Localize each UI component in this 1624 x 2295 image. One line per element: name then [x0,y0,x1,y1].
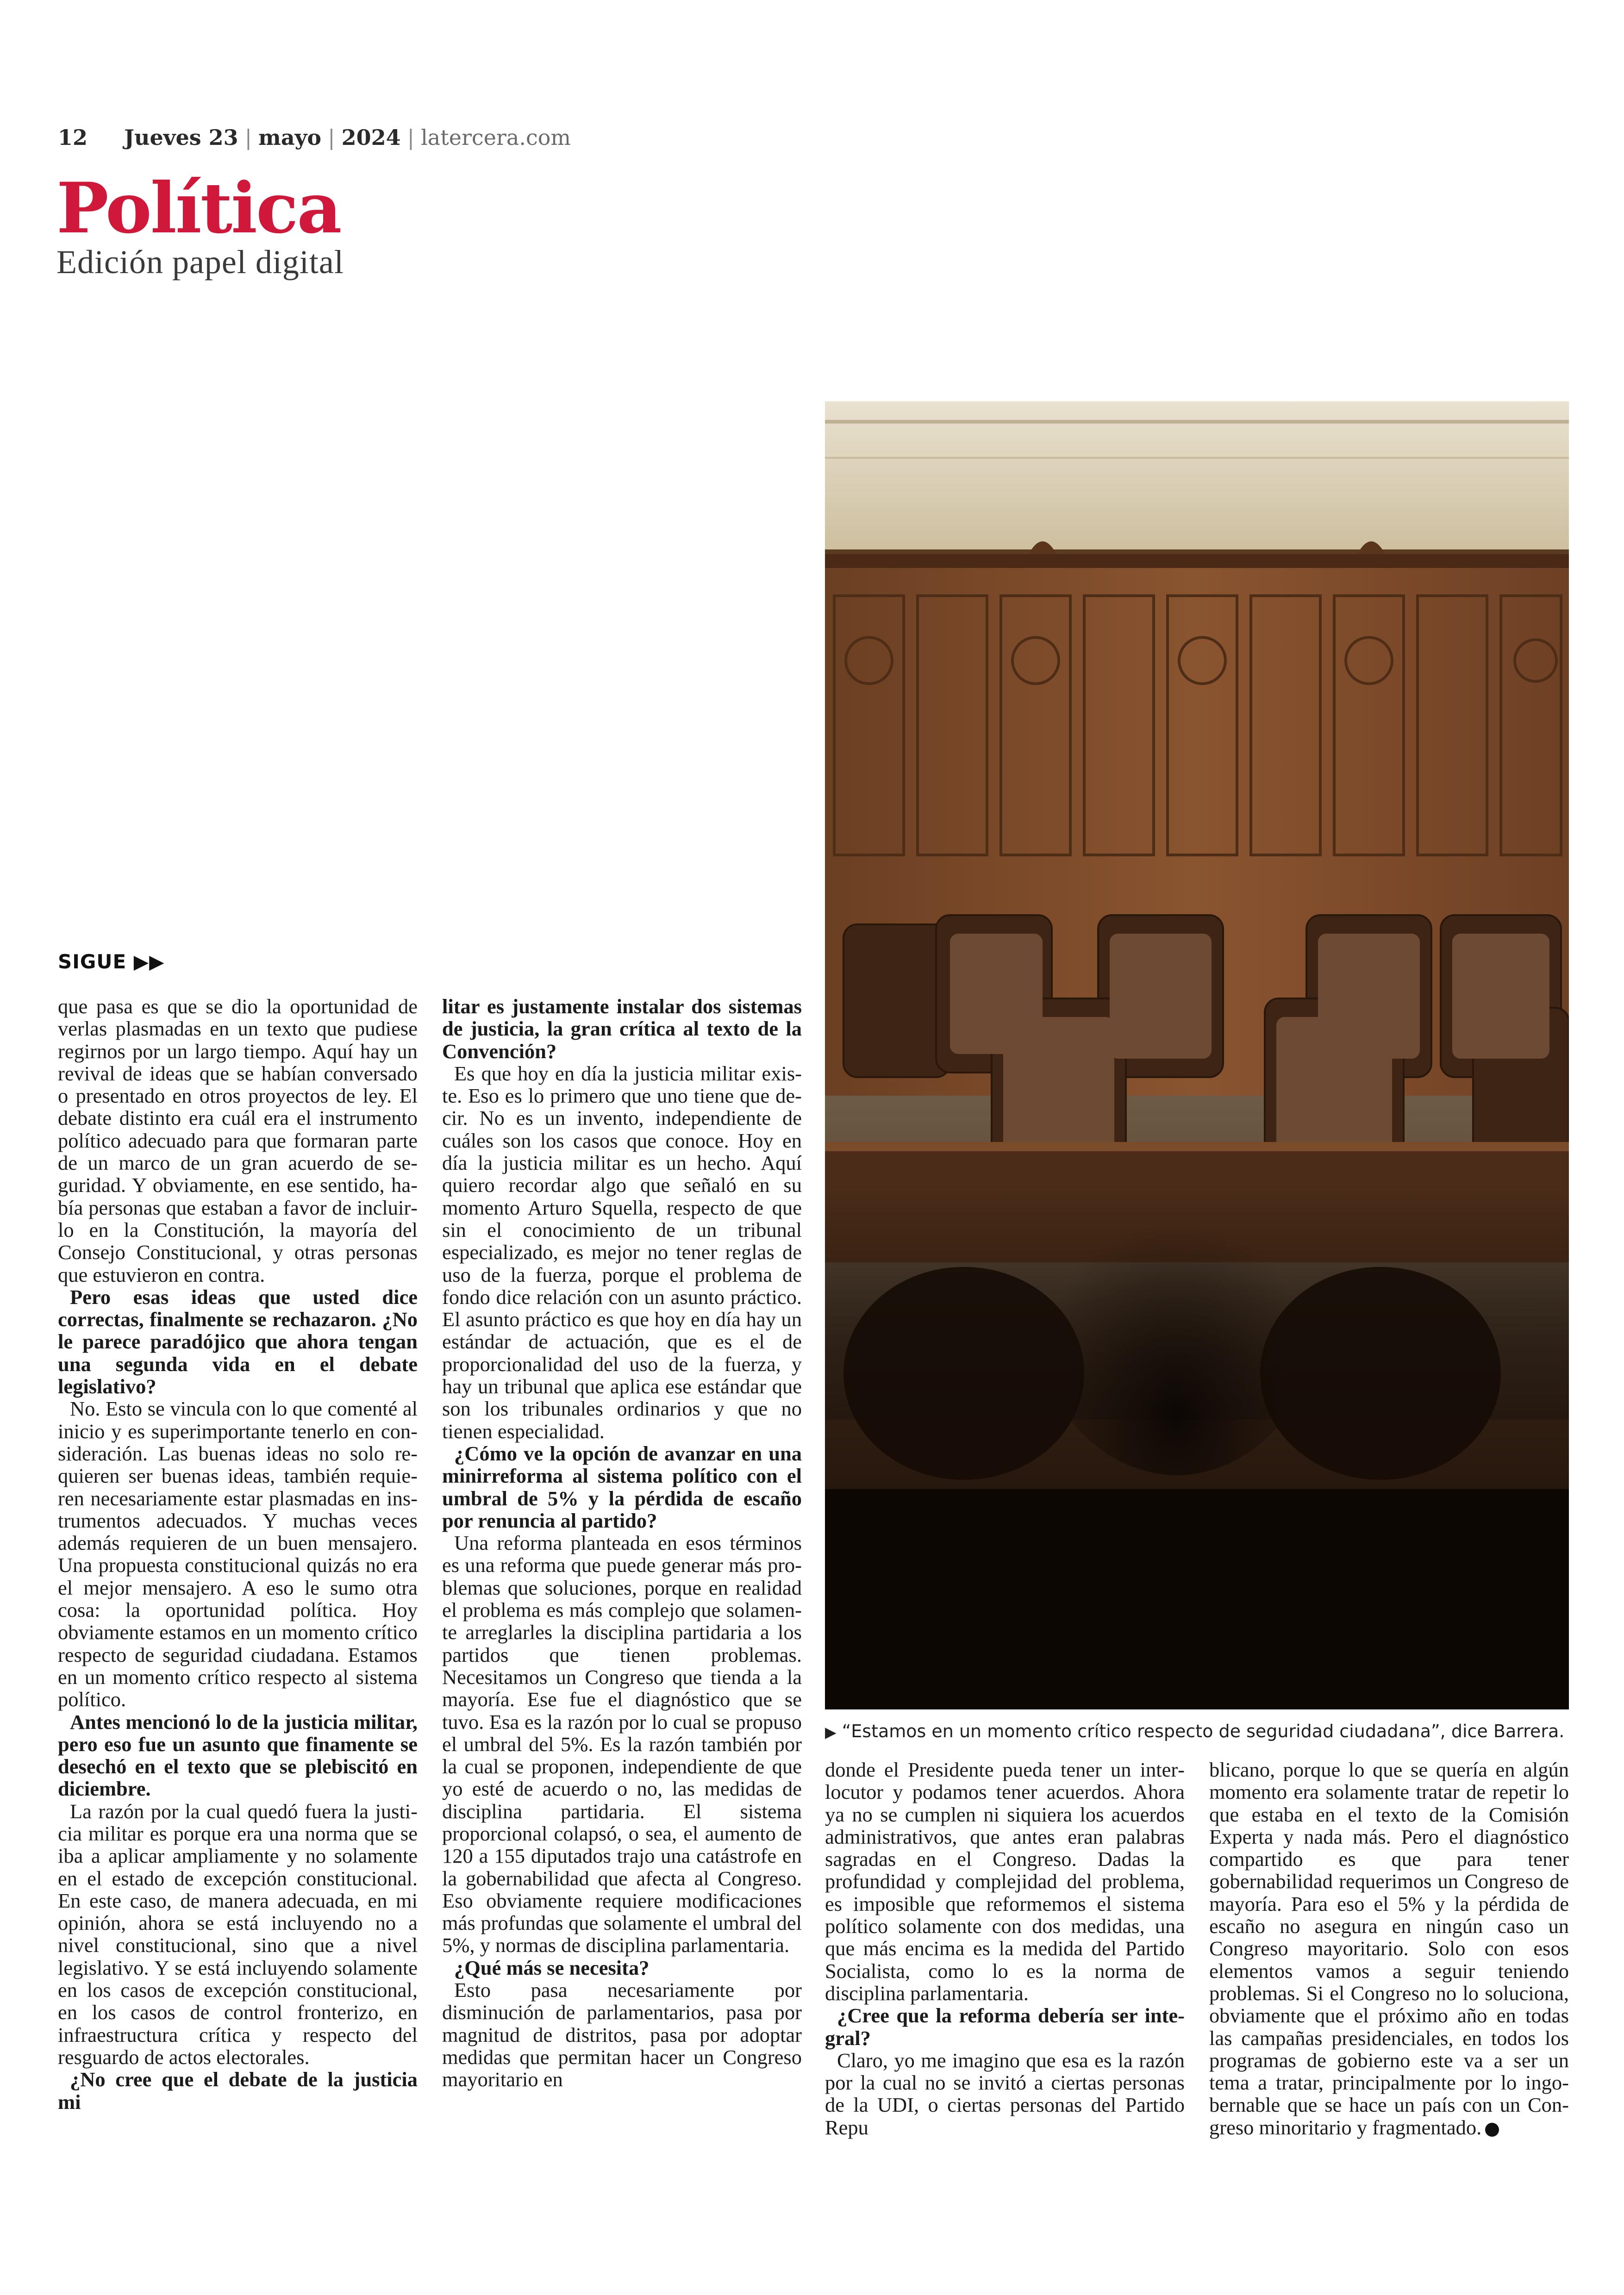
interview-question: ¿Cree que la reforma debería ser integral? [825,2004,1185,2050]
section-subtitle: Edición papel digital [56,243,344,281]
header-site-link[interactable]: latercera.com [421,125,571,150]
sigue-label: SIGUE ▶▶ [58,950,165,973]
interview-answer: Una reforma planteada en esos términos es una reforma que puede generar más problemas que soluciones, porque en realidad el problema es más complejo que solamente arreglarles la disciplina partidaria a los partidos que tienen problemas. Necesitamos un Congreso que tienda a la mayoría. Ese fue el diagnóstico que se tuvo. Esa es la razón por lo cual se propuso el umbral del 5%. Es la razón también por la cual se proponen, independiente de que yo esté de acuerdo o no, las medidas de disciplina partidaria. El sistema proporcional colapsó, o sea, el aumento de 120 a 155 diputados trajo una catástrofe en la gobernabilidad que afecta al Congreso. Eso obviamente requiere modificaciones más profundas que solamente el umbral del 5%, y normas de disciplina parlamentaria. [442,1531,802,1957]
article-photo [825,401,1569,1709]
article-paragraph: que pasa es que se dio la oportunidad de verlas plasmadas en un texto que pudiese regirnos por un largo tiempo. Aquí hay un revival de ideas que se habían conversado o presentado en otros proyectos de ley. El debate distinto era cuál era el instrumento político adecuado para que formaran parte de un marco de un gran acuerdo de seguridad. Y obviamente, en ese sentido, había personas que estaban a favor de incluirlo en la Constitución, la mayoría del Consejo Constitucional, y otras personas que estuvieron en contra. [58,995,418,1286]
interview-question: ¿No cree que el debate de la justicia mi [58,2068,418,2114]
interview-answer: No. Esto se vincula con lo que comenté al inicio y es superimportante tenerlo en consideración. Las buenas ideas no solo requieren ser buenas ideas, también requieren necesariamente estar plasmadas en instrumentos adecuados. Y muchas veces además requieren de un buen mensajero. Una propuesta constitucional quizás no era el mejor mensajero. A eso le sumo otra cosa: la oportunidad política. Hoy obviamente estamos en un momento crítico respecto de seguridad ciudadana. Estamos en un momento crítico respecto al sistema político. [58,1397,418,1711]
photo-caption [825,1721,1569,1741]
end-mark-icon [1485,2123,1499,2137]
interview-question: Pero esas ideas que usted dice correctas, finalmente se rechazaron. ¿No le parece paradójico que ahora tengan una segunda vida en el debate legislativo? [58,1285,418,1398]
header-month: mayo [258,125,322,150]
interview-answer: Es que hoy en día la justicia militar existe. Eso es lo primero que uno tiene que decir. No es un invento, independiente de cuáles son los casos que conoce. Hoy en día la justicia militar es un hecho. Aquí quiero recordar algo que señaló en su momento Arturo Squella, respecto de que sin el conocimiento de un tribunal especializado, es mejor no tener reglas de uso de la fuerza, porque el problema de fondo dice relación con un asunto práctico. El asunto práctico es que hoy en día hay un estándar de actuación, que es el de proporcionalidad del uso de la fuerza, y hay un tribunal que aplica ese estándar que son los tribunales ordinarios y que no tienen especialidad. [442,1061,802,1443]
header-year: 2024 [341,125,401,150]
interview-question: Antes mencionó lo de la justicia militar, pero eso fue un asunto que finamente se desechó en el texto que se plebiscitó en diciembre. [58,1710,418,1801]
interview-question: ¿Qué más se necesita? [454,1956,650,1979]
interview-answer: Claro, yo me imagino que esa es la razón por la cual no se invitó a ciertas personas de la UDI, o ciertas personas del Partido Repu [825,2048,1185,2139]
page-number: 12 [58,125,88,150]
article-paragraph [1209,1759,1569,2139]
caption-arrow-icon: ▶ [825,1723,837,1741]
header-day: Jueves 23 [124,125,238,150]
section-title: Política [56,168,341,249]
article-final-text: blicano, porque lo que se quería en algún momento era solamente tratar de repetir lo que estaba en el texto de la Comisión Experta y nada más. Pero el diagnóstico compartido es que para tener gobernabilidad requerimos un Congreso de mayoría. Para eso el 5% y la pérdida de escaño no asegura en ningún caso un Congreso mayoritario. Solo con esos elementos vamos a seguir teniendo problemas. Si el Congreso no lo soluciona, obviamente que el próximo año en todas las campañas presidenciales, en todos los programas de gobierno este va a ser un tema a tratar, principalmente por lo ingobernable que se hace un país con un Congreso minoritario y fragmentado. [1209,1758,1569,2139]
photo-caption-text: “Estamos en un momento crítico respecto de seguridad ciudadana”, dice Barrera. [842,1721,1565,1741]
page-header: 12 Jueves 23 | mayo | 2024 | latercera.com [58,125,571,150]
interview-answer: Esto pasa necesariamente por disminución de parlamentarios, pasa por magnitud de distritos, pasa por adoptar medidas que permitan hacer un Congreso mayoritario en [442,1978,802,2091]
interview-question: litar es justamente instalar dos sistemas de justicia, la gran crítica al texto de la Convención? [442,995,802,1063]
article-column-1 [58,995,418,2113]
interview-answer: La razón por la cual quedó fuera la justicia militar es porque era una norma que se iba a aplicar ampliamente y no solamente en el estado de excepción constitucional. En este caso, de manera adecuada, en mi opinión, ahora se está incluyendo no a nivel constitucional, sino que a nivel legislativo. Y se está incluyendo solamente en los casos de excepción constitucional, en los casos de control fronterizo, en infraestructura crítica y respecto del resguardo de actos electorales. [58,1799,418,2069]
article-paragraph: donde el Presidente pueda tener un interlocutor y podamos tener acuerdos. Ahora ya no se cumplen ni siquiera los acuerdos administrativos, que antes eran palabras sagradas en el Congreso. Dadas la profundidad y complejidad del problema, es imposible que reformemos el sistema político solamente con dos medidas, una que más encima es la medida del Partido Socialista, como lo es la norma de disciplina parlamentaria. [825,1758,1185,2005]
article-column-4 [1209,1759,1569,2139]
article-column-3 [825,1759,1185,2139]
article-column-2 [442,995,802,2091]
interview-question: ¿Cómo ve la opción de avanzar en una minirreforma al sistema político con el umbral de 5% y la pérdida de escaño por renuncia al partido? [442,1441,802,1532]
